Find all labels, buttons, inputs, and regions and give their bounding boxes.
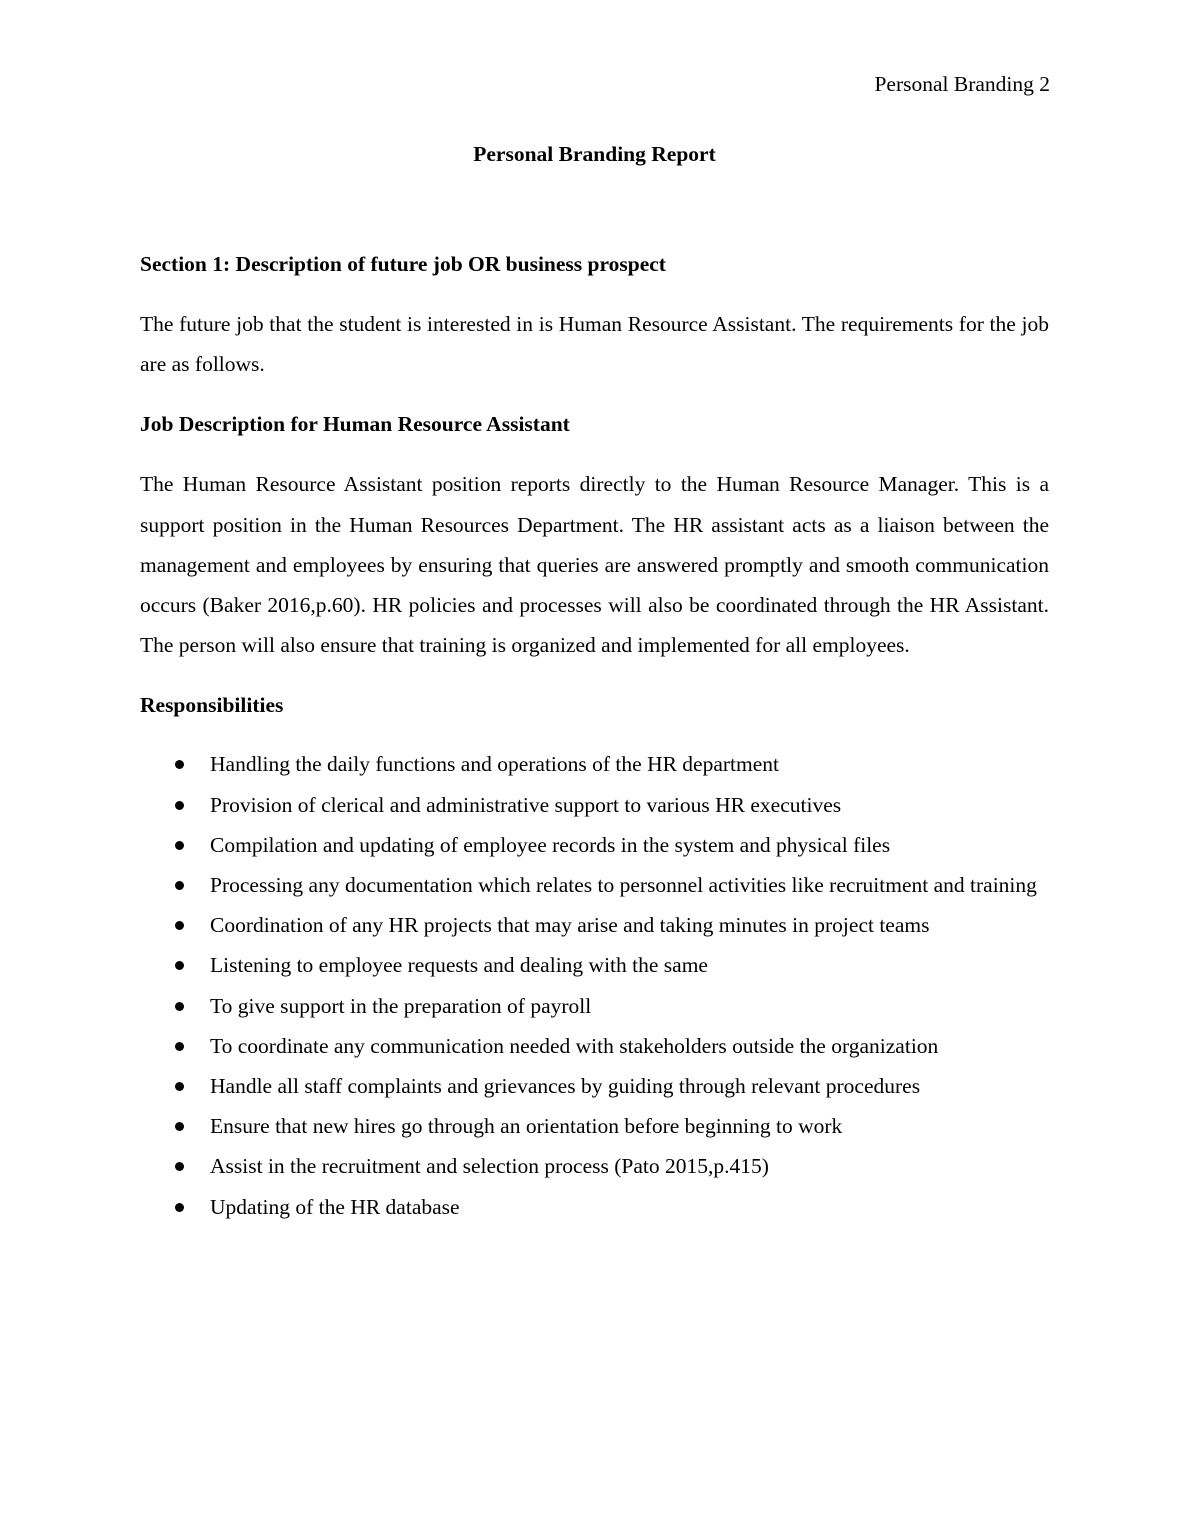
list-item-text: Listening to employee requests and dealing with the same (210, 953, 708, 978)
section1-intro: The future job that the student is interested in is Human Resource Assistant. The requirements for the job are as follows. (140, 312, 1049, 377)
list-item (140, 865, 1049, 905)
list-item (140, 744, 1049, 784)
bullet-icon (175, 801, 184, 810)
list-item-text: Handling the daily functions and operations of the HR department (210, 752, 780, 777)
list-item (140, 1187, 1049, 1227)
responsibilities-heading: Responsibilities (140, 693, 284, 718)
list-item (140, 1066, 1049, 1106)
bullet-icon (175, 1082, 184, 1091)
bullet-icon (175, 1122, 184, 1131)
list-item (140, 905, 1049, 945)
list-item (140, 825, 1049, 865)
section1-heading: Section 1: Description of future job OR business prospect (140, 252, 666, 276)
responsibilities-list (140, 744, 1049, 1226)
list-item-text: Provision of clerical and administrative support to various HR executives (210, 792, 842, 817)
list-item (140, 1146, 1049, 1186)
list-item-text: Processing any documentation which relates to personnel activities like recruitment and training (210, 873, 1037, 898)
running-head: Personal Branding 2 (874, 72, 1050, 96)
list-item-text: To coordinate any communication needed with stakeholders outside the organization (210, 1033, 939, 1058)
bullet-icon (175, 1203, 184, 1212)
list-item-text: Handle all staff complaints and grievances by guiding through relevant procedures (210, 1074, 921, 1099)
list-item (140, 1106, 1049, 1146)
list-item (140, 945, 1049, 985)
list-item-text: Ensure that new hires go through an orientation before beginning to work (210, 1114, 843, 1139)
bullet-icon (175, 921, 184, 930)
document-title: Personal Branding Report (473, 142, 716, 166)
bullet-icon (175, 881, 184, 890)
list-item (140, 1026, 1049, 1066)
list-item-text: To give support in the preparation of payroll (210, 993, 592, 1018)
list-item-text: Assist in the recruitment and selection process (Pato 2015,p.415) (210, 1154, 769, 1179)
list-item (140, 986, 1049, 1026)
bullet-icon (175, 1042, 184, 1051)
list-item (140, 785, 1049, 825)
bullet-icon (175, 1162, 184, 1171)
bullet-icon (175, 1002, 184, 1011)
list-item-text: Compilation and updating of employee records in the system and physical files (210, 832, 891, 857)
list-item-text: Updating of the HR database (210, 1194, 460, 1219)
bullet-icon (175, 760, 184, 769)
document-body (140, 139, 1049, 1227)
bullet-icon (175, 961, 184, 970)
bullet-icon (175, 841, 184, 850)
list-item-text: Coordination of any HR projects that may arise and taking minutes in project teams (210, 913, 930, 938)
job-description-heading: Job Description for Human Resource Assistant (140, 412, 570, 437)
job-description-body: The Human Resource Assistant position reports directly to the Human Resource Manager. This is a support position in the Human Resources Department. The HR assistant acts as a liaison between the management and employees by ensuring that queries are answered promptly and smooth communication occurs (Baker 2016,p.60). HR policies and processes will also be coordinated through the HR Assistant. The person will also ensure that training is organized and implemented for all employees. (140, 472, 1049, 658)
